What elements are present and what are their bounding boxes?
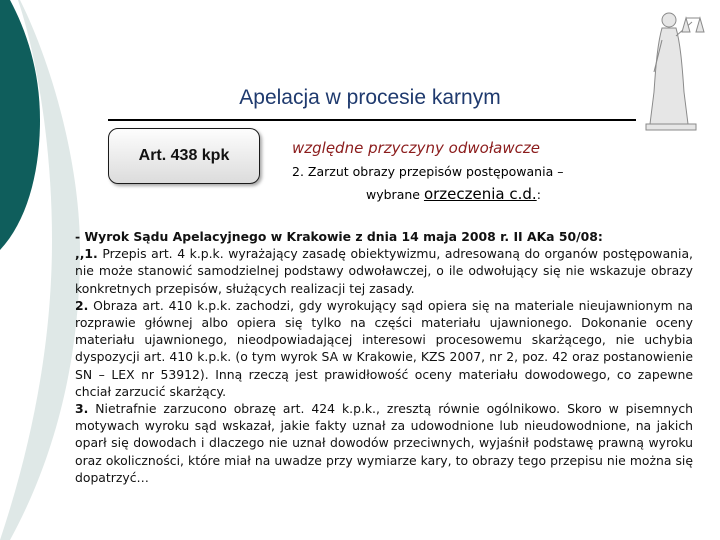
paragraph-2-number: 2.	[75, 297, 89, 313]
judgment-heading	[75, 228, 693, 245]
section-point: 2. Zarzut obrazy przepisów postępowania –	[292, 164, 564, 179]
paragraph-3	[75, 400, 693, 486]
section-subtitle: względne przyczyny odwoławcze	[292, 139, 540, 157]
continuation-big: orzeczenia c.d.	[423, 185, 537, 203]
paragraph-2	[75, 297, 693, 400]
paragraph-1-text: Przepis art. 4 k.p.k. wyrażający zasadę obiektywizmu, adresowaną do organów postępowania, nie może stanowić samodzielnej podstawy odwoławczej, o ile odwołujący się nie wskazuje obrazy konkretnych przepisów, służących realizacji tej zasady.	[75, 246, 693, 296]
paragraph-2-text: Obraza art. 410 k.p.k. zachodzi, gdy wyrokujący sąd opiera się na materiale nieujawnionym na rozprawie głównej albo opiera się tylko na części materiału ujawnionego. Dokonanie oceny materiału ujawnionego, nieodpowiadającej interesowi procesowemu skarżącego, nie uchybia dyspozycji art. 410 k.p.k. (o tym wyrok SA w Krakowie, KZS 2007, nr 2, poz. 42 oraz postanowienie SN – LEX nr 53912). Inną rzeczą jest prawidłowość oceny materiału dowodowego, co zapewne chciał zarzucić skarżący.	[75, 297, 693, 399]
paragraph-1-number: ,,1.	[75, 246, 98, 262]
left-decoration	[0, 0, 80, 540]
article-badge	[108, 128, 260, 184]
body-text	[75, 228, 693, 486]
continuation-small: wybrane	[366, 187, 420, 202]
paragraph-3-text: Nietrafnie zarzucono obrazę art. 424 k.p.k., zresztą równie ogólnikowo. Skoro w pisemnych motywach wyroku sąd wskazał, jakie fakty uznał za udowodnione lub nieudowodnione, na jakich oparł się dowodach i dlaczego nie uznał dowodów przeciwnych, wyjaśnił podstawę prawną wyroku oraz okoliczności, które miał na uwadze przy wymiarze kary, to obrazy tego przepisu nie można się dopatrzyć…	[75, 401, 693, 485]
judgment-heading-text: - Wyrok Sądu Apelacyjnego w Krakowie z dnia 14 maja 2008 r. II AKa 50/08:	[75, 229, 603, 244]
title-divider	[108, 119, 636, 121]
continuation-suffix: :	[536, 187, 541, 202]
paragraph-3-number: 3.	[75, 401, 89, 417]
lady-justice-statue-icon	[636, 2, 706, 132]
paragraph-1	[75, 245, 693, 297]
article-badge-label: Art. 438 kpk	[138, 147, 230, 164]
slide-title: Apelacja w procesie karnym	[239, 86, 501, 109]
section-continuation	[366, 185, 541, 203]
